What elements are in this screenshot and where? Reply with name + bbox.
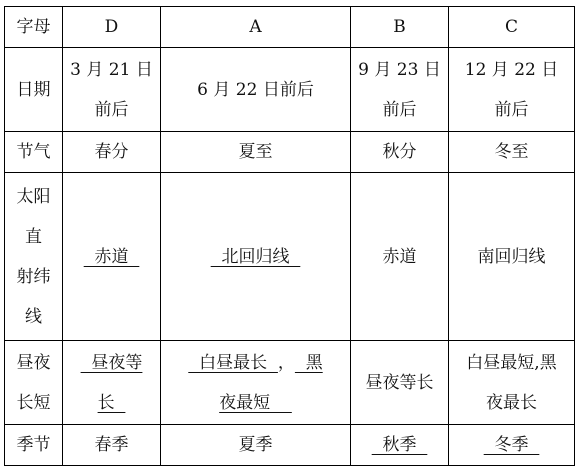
date-b-line1: 9 月 23 日: [358, 59, 441, 80]
day-night-c-line1: 白昼最短,黑: [466, 352, 557, 373]
direct-sun-row: [5, 173, 575, 341]
season-a: 夏季: [161, 425, 351, 466]
day-night-row: [5, 341, 575, 425]
date-d-line1: 3 月 21 日: [70, 59, 153, 80]
day-night-c-line2: 夜最长: [486, 392, 537, 413]
direct-sun-label-1: 太阳: [16, 186, 51, 207]
solar-term-b: 秋分: [351, 132, 449, 173]
date-b: [351, 48, 449, 132]
date-c-line2: 前后: [494, 99, 529, 120]
season-c-text: 冬季: [483, 435, 540, 455]
direct-sun-label-4: 线: [25, 306, 42, 327]
day-night-a-line1: 白昼最长: [188, 352, 278, 373]
direct-sun-d: [63, 173, 161, 341]
season-label: 季节: [5, 425, 63, 466]
season-b: [351, 425, 449, 466]
date-d: [63, 48, 161, 132]
day-night-a-line1b: 黑: [294, 352, 323, 373]
header-row: [5, 7, 575, 48]
direct-sun-b: 赤道: [351, 173, 449, 341]
header-c: C: [449, 7, 575, 48]
direct-sun-label-3: 射纬: [16, 266, 51, 287]
day-night-c: [449, 341, 575, 425]
direct-sun-d-text: 赤道: [83, 246, 140, 267]
season-d: 春季: [63, 425, 161, 466]
season-row: [5, 425, 575, 466]
day-night-a-line2: 夜最短: [219, 392, 292, 413]
season-b-text: 秋季: [371, 435, 428, 455]
day-night-d-line1: 昼夜等: [80, 352, 143, 373]
header-a: A: [161, 7, 351, 48]
season-table-container: [4, 6, 575, 466]
date-label: 日期: [5, 48, 63, 132]
header-d: D: [63, 7, 161, 48]
day-night-d: [63, 341, 161, 425]
day-night-label: [5, 341, 63, 425]
direct-sun-a: [161, 173, 351, 341]
solar-term-c: 冬至: [449, 132, 575, 173]
direct-sun-a-text: 北回归线: [210, 246, 301, 267]
direct-sun-c: 南回归线: [449, 173, 575, 341]
header-b: B: [351, 7, 449, 48]
day-night-d-line2: 长: [97, 392, 126, 413]
date-d-line2: 前后: [94, 99, 129, 120]
solar-term-a: 夏至: [161, 132, 351, 173]
day-night-label-2: 长短: [16, 392, 51, 413]
date-a: 6 月 22 日前后: [161, 48, 351, 132]
season-table: [4, 6, 575, 466]
day-night-label-1: 昼夜: [16, 352, 51, 373]
day-night-a: [161, 341, 351, 425]
direct-sun-label-2: 直: [25, 226, 42, 247]
date-row: [5, 48, 575, 132]
day-night-a-sep: ，: [277, 352, 295, 373]
header-letter: 字母: [5, 7, 63, 48]
day-night-b: 昼夜等长: [351, 341, 449, 425]
season-c: [449, 425, 575, 466]
direct-sun-label: [5, 173, 63, 341]
solar-term-d: 春分: [63, 132, 161, 173]
solar-term-label: 节气: [5, 132, 63, 173]
date-b-line2: 前后: [382, 99, 417, 120]
date-c: [449, 48, 575, 132]
date-c-line1: 12 月 22 日: [464, 59, 559, 80]
solar-term-row: [5, 132, 575, 173]
